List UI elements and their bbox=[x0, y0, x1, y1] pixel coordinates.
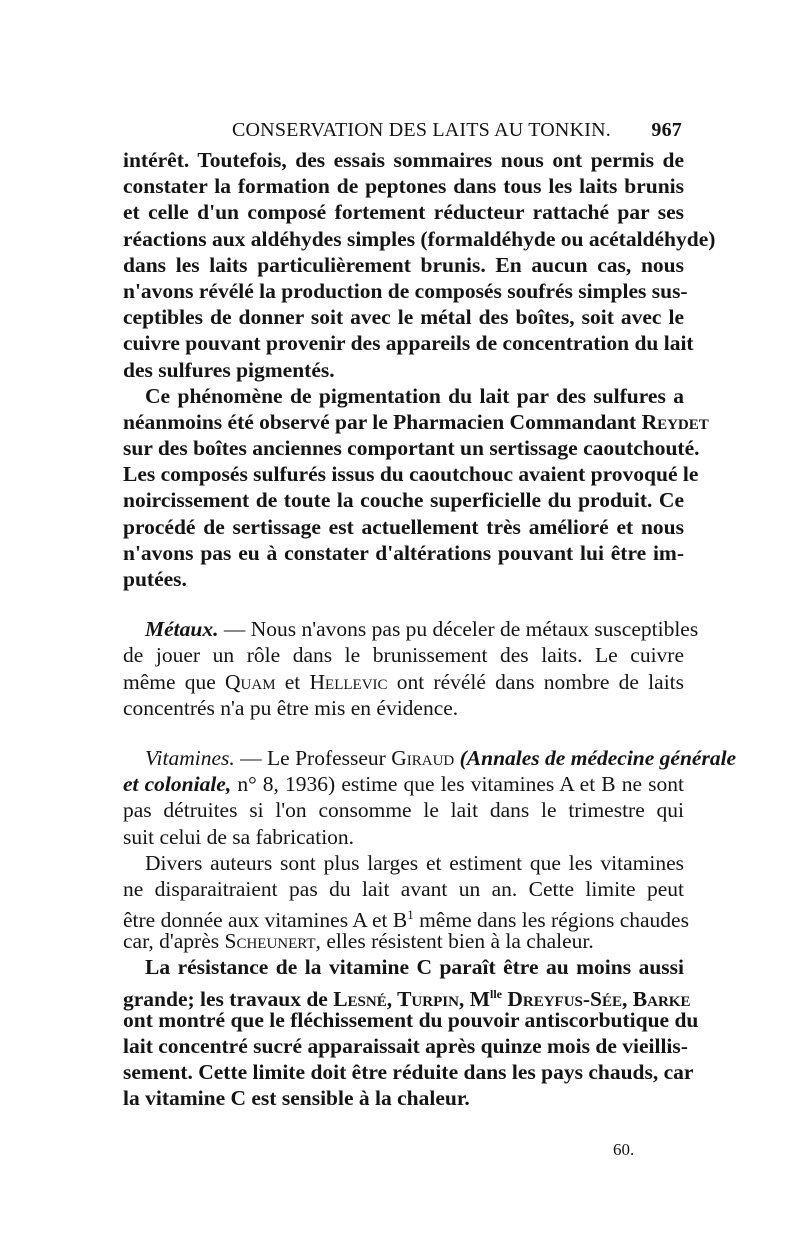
text-run: même que bbox=[123, 669, 216, 694]
citation: et coloniale, bbox=[123, 772, 232, 797]
author-name: Reydet bbox=[641, 409, 709, 434]
text-run: n° 8, 1936) estime que les vitamines A et B ne sont bbox=[237, 772, 685, 797]
text-line: n'avons pas eu à constater d'altérations pouvant lui être im- bbox=[123, 540, 684, 565]
text-line bbox=[123, 409, 709, 435]
author-name: Giraud bbox=[391, 745, 455, 770]
text-line bbox=[123, 771, 684, 797]
text-line: ne disparaitraient pas du lait avant un an. Cette limite peut bbox=[123, 876, 684, 901]
text-run: grande; les travaux de bbox=[123, 986, 328, 1011]
running-head: CONSERVATION DES LAITS AU TONKIN. bbox=[232, 119, 611, 141]
text-run: elles résistent bien à la chaleur. bbox=[326, 929, 594, 954]
superscript: 1 bbox=[407, 907, 414, 923]
text-run: même dans les régions chaudes bbox=[413, 908, 689, 933]
text-run: — Nous n'avons pas pu déceler de métaux susceptibles bbox=[223, 617, 699, 642]
text-line: la vitamine C est sensible à la chaleur. bbox=[123, 1086, 470, 1111]
text-run: et bbox=[284, 669, 301, 694]
text-line: n'avons révélé la production de composés soufrés simples sus- bbox=[123, 278, 688, 303]
text-line bbox=[123, 981, 691, 1011]
superscript: lle bbox=[489, 986, 502, 1001]
text-line: cuivre pouvant provenir des appareils de concentration du lait bbox=[123, 331, 694, 356]
text-line bbox=[123, 616, 699, 642]
text-line: suit celui de sa fabrication. bbox=[123, 824, 355, 849]
text-line bbox=[123, 745, 737, 771]
text-line bbox=[123, 902, 689, 933]
text-line: constater la formation de peptones dans tous les laits brunis bbox=[123, 174, 684, 199]
citation: (Annales de médecine générale bbox=[459, 745, 737, 770]
text-line: Les composés sulfurés issus du caoutchouc avaient provoqué le bbox=[123, 462, 699, 487]
author-name: Quam bbox=[225, 669, 276, 694]
author-name: Dreyfus-Sée, Barke bbox=[507, 986, 691, 1011]
text-run: car, d'après bbox=[123, 929, 220, 954]
paragraph-gap bbox=[123, 592, 684, 616]
text-line: pas détruites si l'on consomme le lait dans le trimestre qui bbox=[123, 798, 684, 823]
text-run: néanmoins été observé par le Pharmacien Commandant bbox=[123, 409, 637, 434]
text-line: sur des boîtes anciennes comportant un sertissage caoutchouté. bbox=[123, 436, 700, 461]
text-run: — Le Professeur bbox=[240, 745, 386, 770]
paragraph-vitamin-c bbox=[123, 954, 699, 1111]
text-line: ont montré que le fléchissement du pouvoir antiscorbutique du bbox=[123, 1007, 699, 1032]
text-line bbox=[123, 669, 684, 695]
section-heading: Métaux. bbox=[145, 617, 219, 642]
author-name: Scheunert, bbox=[224, 929, 321, 954]
paragraph-gap bbox=[123, 721, 684, 745]
text-line: Ce phénomène de pigmentation du lait par des sulfures a bbox=[145, 383, 684, 408]
paragraph-vitamins bbox=[123, 745, 737, 850]
text-line: réactions aux aldéhydes simples (formaldéhyde ou acétaldéhyde) bbox=[123, 226, 716, 251]
text-line: lait concentré sucré apparaissait après quinze mois de vieillis- bbox=[123, 1034, 688, 1058]
text-run: M bbox=[469, 986, 490, 1011]
text-line: des sulfures pigmentés. bbox=[123, 357, 335, 382]
text-run: ont révélé dans nombre de laits bbox=[396, 669, 685, 694]
paragraph-authors bbox=[123, 850, 689, 955]
text-line: procédé de sertissage est actuellement très amélioré et nous bbox=[123, 514, 684, 539]
text-line: sement. Cette limite doit être réduite dans les pays chauds, car bbox=[123, 1060, 694, 1085]
author-name: Lesné, Turpin, bbox=[333, 986, 465, 1011]
text-line: intérêt. Toutefois, des essais sommaires nous ont permis de bbox=[123, 148, 684, 172]
page-number: 967 bbox=[651, 119, 682, 141]
section-heading: Vitamines. bbox=[145, 745, 235, 770]
author-name: Hellevic bbox=[309, 669, 388, 694]
text-line: et celle d'un composé fortement réducteur rattaché par ses bbox=[123, 200, 684, 225]
paragraph-peptones bbox=[123, 147, 716, 383]
text-line: concentrés n'a pu être mis en évidence. bbox=[123, 695, 459, 720]
text-line: La résistance de la vitamine C paraît être au moins aussi bbox=[145, 955, 684, 980]
paragraph-metals bbox=[123, 616, 699, 721]
text-run: être donnée aux vitamines A et B bbox=[123, 908, 408, 933]
text-line: Divers auteurs sont plus larges et estiment que les vitamines bbox=[145, 850, 684, 875]
page-header bbox=[232, 119, 684, 145]
text-line: noircissement de toute la couche superficielle du produit. Ce bbox=[123, 488, 684, 513]
signature-mark: 60. bbox=[613, 1140, 635, 1159]
paragraph-sulfides bbox=[123, 383, 709, 593]
text-line: de jouer un rôle dans le brunissement des laits. Le cuivre bbox=[123, 643, 684, 668]
text-line: ceptibles de donner soit avec le métal des boîtes, soit avec le bbox=[123, 305, 684, 330]
body-text bbox=[123, 147, 737, 1112]
text-line: dans les laits particulièrement brunis. En aucun cas, nous bbox=[123, 252, 684, 277]
text-line: putées. bbox=[123, 567, 187, 591]
